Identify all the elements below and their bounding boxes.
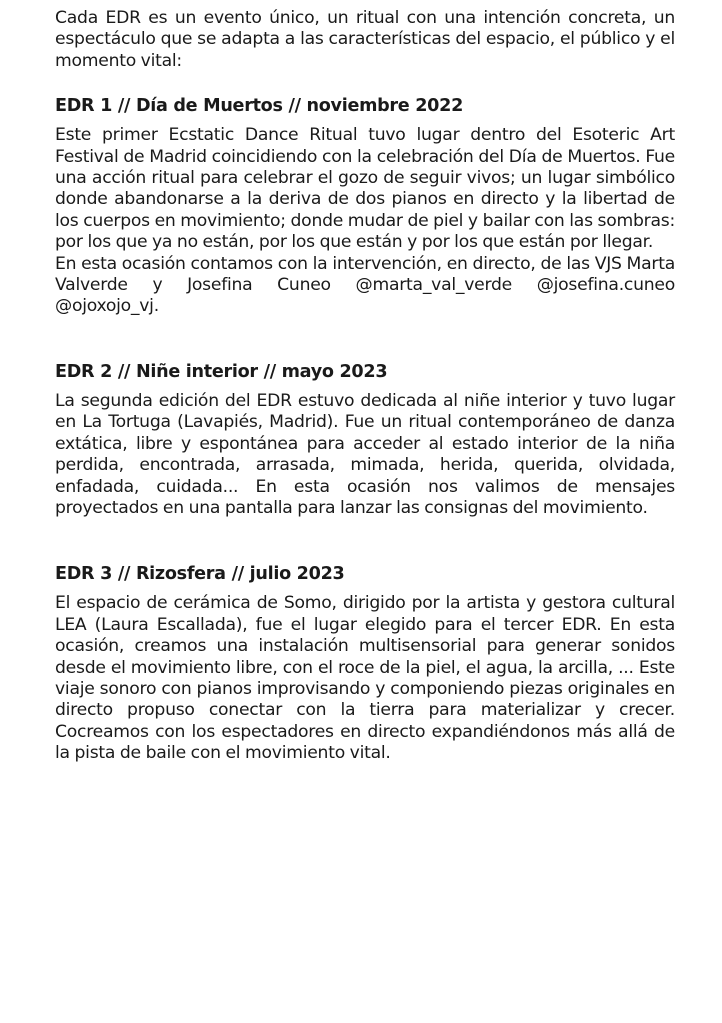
section-body-edr2: [55, 391, 675, 519]
edr1-paragraph-2: En esta ocasión contamos con la intervención, en directo, de las VJS Marta Valverde y Josefina Cuneo @marta_val_verde @josefina.​cuneo @ojoxojo_vj.: [55, 253, 675, 317]
document-page: [55, 8, 675, 765]
edr1-paragraph-1: Este primer Ecstatic Dance Ritual tuvo lugar dentro del Esoteric Art Festival de Madrid coincidiendo con la celebración del Día de Muertos. Fue una acción ritual para celebrar el gozo de seguir vivos; un lugar simbólico donde abandonarse a la deriva de dos pianos en directo y la libertad de los cuerpos en movimiento; donde mudar de piel y bailar con las sombras: por los que ya no están, por los que están y por los que están por llegar.: [55, 125, 675, 253]
section-body-edr3: [55, 593, 675, 764]
intro-paragraph: Cada EDR es un evento único, un ritual con una intención concreta, un espectáculo que se adapta a las características del espacio, el público y el momento vital:: [55, 8, 675, 71]
section-body-edr1: [55, 125, 675, 318]
section-heading-edr1: EDR 1 // Día de Muertos // noviembre 2022: [55, 96, 464, 117]
section-heading-edr2: EDR 2 // Niñe interior // mayo 2023: [55, 361, 388, 382]
edr2-paragraph-1: La segunda edición del EDR estuvo dedicada al niñe interior y tuvo lugar en La Tortuga (Lavapiés, Madrid). Fue un ritual contemporáneo de danza extática, libre y espontánea para acceder al estado interior de la niña perdida, encontrada, arrasada, mimada, herida, querida, olvidada, enfadada, cuidada... En esta ocasión nos valimos de mensajes proyectados en una pantalla para lanzar las consignas del movimiento.: [55, 390, 675, 518]
edr3-paragraph-1: El espacio de cerámica de Somo, dirigido por la artista y gestora cultural LEA (Laura Escallada), fue el lugar elegido para el tercer EDR. En esta ocasión, creamos una instalación multisensorial para generar sonidos desde el movimiento libre, con el roce de la piel, el agua, la arcilla, ... Este viaje sonoro con pianos improvisando y componiendo piezas originales en directo propuso conectar con la tierra para materializar y crecer. Cocreamos con los espectadores en directo expandiéndonos más allá de la pista de baile con el movimiento vital.: [55, 593, 675, 764]
section-heading-edr3: EDR 3 // Rizosfera // julio 2023: [55, 564, 345, 585]
